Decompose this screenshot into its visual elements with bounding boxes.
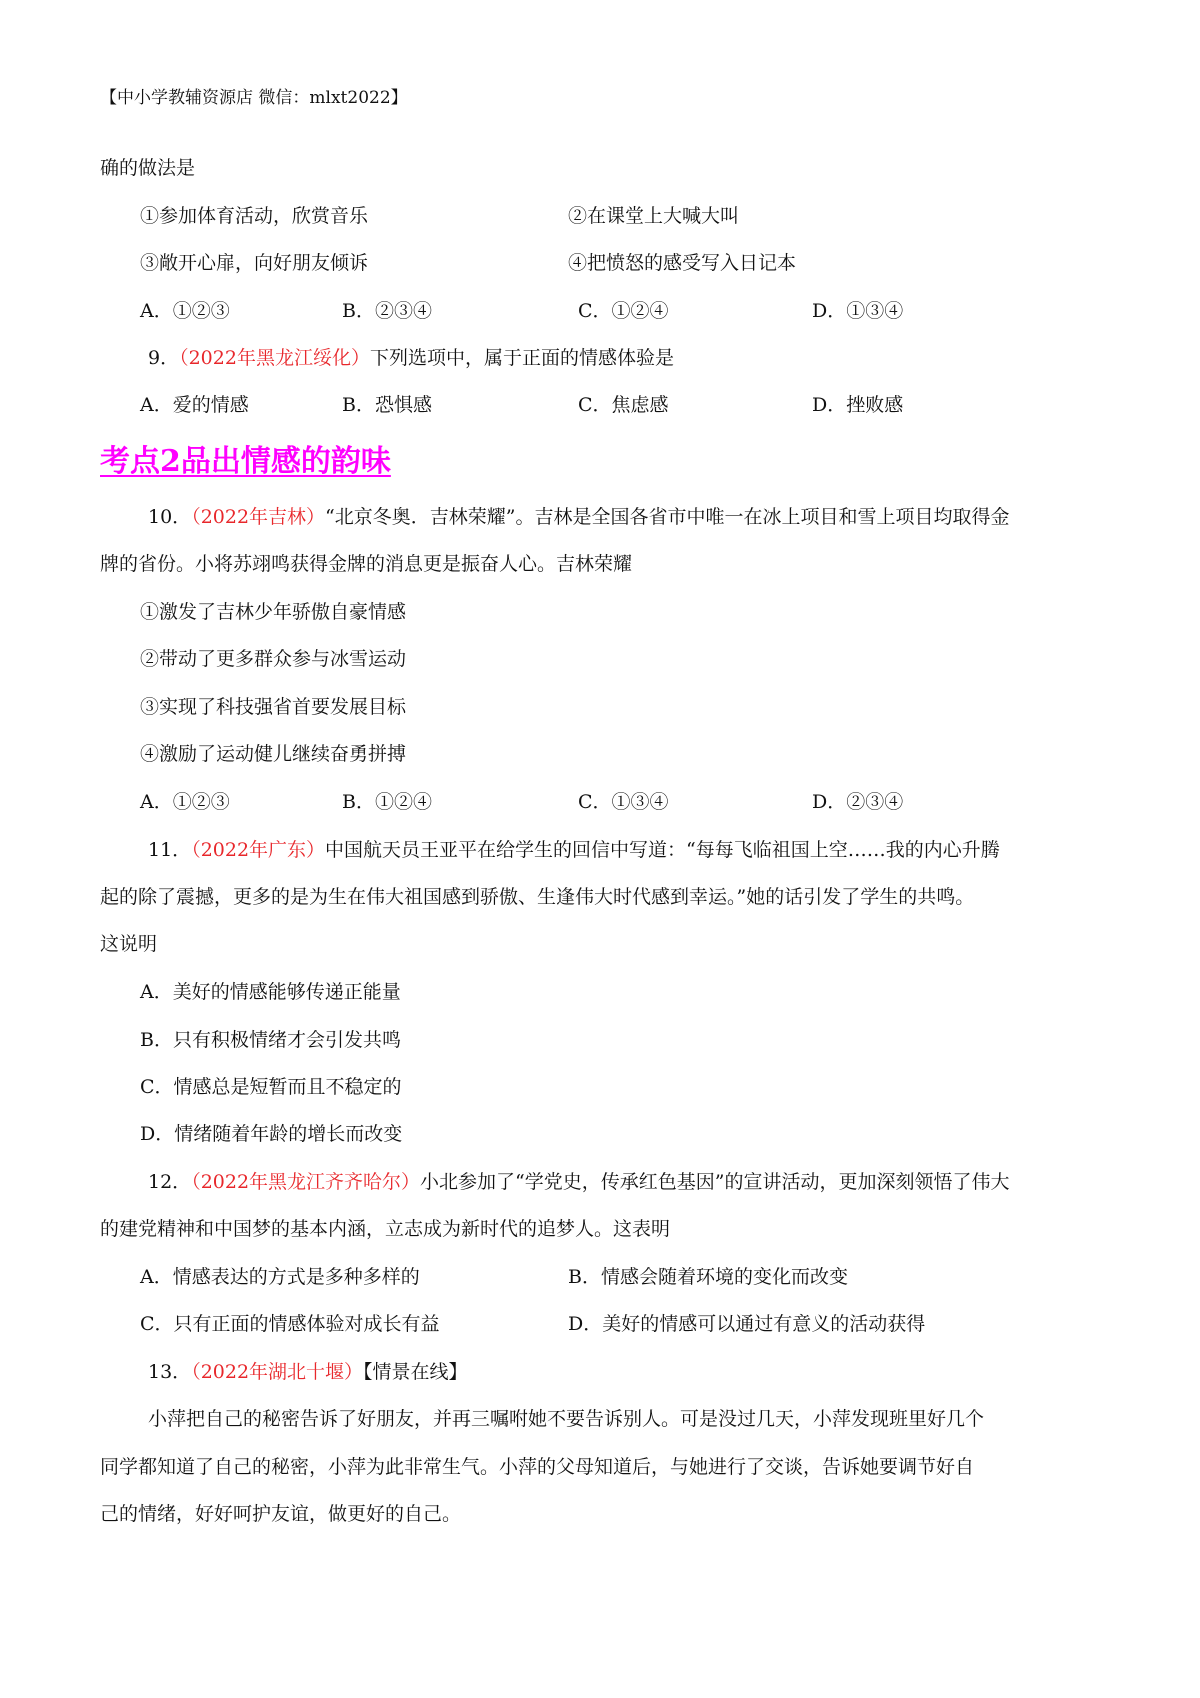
q12-option-d: D．美好的情感可以通过有意义的活动获得	[568, 1313, 926, 1335]
q10-option-d: D．②③④	[812, 791, 904, 813]
q12-option-b: B．情感会随着环境的变化而改变	[568, 1266, 848, 1288]
q11-stem-line-3: 这说明	[100, 933, 158, 955]
q10-option-c: C．①③④	[578, 791, 669, 813]
q12-option-a: A．情感表达的方式是多种多样的	[140, 1266, 420, 1288]
q8-option-c: C．①②④	[578, 300, 669, 322]
q10-number: 10．	[148, 506, 192, 528]
q8-item-2: ②在课堂上大喊大叫	[568, 205, 740, 227]
q10-item-4: ④激励了运动健儿继续奋勇拼搏	[140, 743, 407, 765]
q10-stem-line-1	[148, 503, 1009, 531]
q9-stem: 下列选项中，属于正面的情感体验是	[369, 347, 674, 369]
q11-option-a: A．美好的情感能够传递正能量	[140, 981, 401, 1003]
q11-option-c: C．情感总是短暂而且不稳定的	[140, 1076, 402, 1098]
q9-source: （2022年黑龙江绥化）	[179, 347, 370, 369]
q10-stem-line-2: 牌的省份。小将苏翊鸣获得金牌的消息更是振奋人心。吉林荣耀	[100, 553, 633, 575]
q8-option-d: D．①③④	[812, 300, 904, 322]
q11-stem-1: 中国航天员王亚平在给学生的回信中写道：“每每飞临祖国上空……我的内心升腾	[325, 839, 1000, 861]
q8-item-3: ③敞开心扉，向好朋友倾诉	[140, 252, 369, 274]
q13-paragraph-line-1: 小萍把自己的秘密告诉了好朋友，并再三嘱咐她不要告诉别人。可是没过几天，小萍发现班里好几个	[148, 1408, 985, 1430]
q13-stem-line	[148, 1358, 468, 1386]
q9-option-c: C．焦虑感	[578, 394, 669, 416]
q9-option-d: D．挫败感	[812, 394, 904, 416]
section-heading: 考点2品出情感的韵味	[100, 444, 391, 479]
q11-number: 11．	[148, 839, 192, 861]
q8-item-1: ①参加体育活动，欣赏音乐	[140, 205, 369, 227]
q11-source: （2022年广东）	[191, 839, 326, 861]
q12-number: 12．	[148, 1171, 192, 1193]
q10-item-1: ①激发了吉林少年骄傲自豪情感	[140, 601, 407, 623]
q8-option-b: B．②③④	[342, 300, 432, 322]
q13-number: 13．	[148, 1361, 192, 1383]
q13-tag: 【情景在线】	[363, 1361, 468, 1383]
q12-stem-line-1	[148, 1168, 1009, 1196]
q13-paragraph-line-3: 己的情绪，好好呵护友谊，做更好的自己。	[100, 1503, 462, 1525]
q9-number: 9．	[148, 347, 180, 369]
q13-source: （2022年湖北十堰）	[191, 1361, 364, 1383]
q9-stem-line	[148, 344, 674, 372]
q11-option-d: D．情绪随着年龄的增长而改变	[140, 1123, 403, 1145]
q10-item-2: ②带动了更多群众参与冰雪运动	[140, 648, 407, 670]
page-header: 【中小学教辅资源店 微信：mlxt2022】	[100, 88, 408, 108]
q13-paragraph-line-2: 同学都知道了自己的秘密，小萍为此非常生气。小萍的父母知道后，与她进行了交谈，告诉她要调节好自	[100, 1456, 975, 1478]
q9-option-a: A．爱的情感	[140, 394, 249, 416]
q11-stem-line-1	[148, 836, 1000, 864]
q9-option-b: B．恐惧感	[342, 394, 432, 416]
q10-option-b: B．①②④	[342, 791, 432, 813]
q8-item-4: ④把愤怒的感受写入日记本	[568, 252, 797, 274]
q12-stem-line-2: 的建党精神和中国梦的基本内涵，立志成为新时代的追梦人。这表明	[100, 1218, 671, 1240]
q12-option-c: C．只有正面的情感体验对成长有益	[140, 1313, 440, 1335]
q10-stem-1: “北京冬奥．吉林荣耀”。吉林是全国各省市中唯一在冰上项目和雪上项目均取得金	[325, 506, 1010, 528]
q12-stem-1: 小北参加了“学党史，传承红色基因”的宣讲活动，更加深刻领悟了伟大	[420, 1171, 1010, 1193]
q8-option-a: A．①②③	[140, 300, 230, 322]
q12-source: （2022年黑龙江齐齐哈尔）	[191, 1171, 421, 1193]
q10-source: （2022年吉林）	[191, 506, 326, 528]
q11-stem-line-2: 起的除了震撼，更多的是为生在伟大祖国感到骄傲、生逢伟大时代感到幸运。”她的话引发了学生的共鸣。	[100, 886, 975, 908]
q8-stem: 确的做法是	[100, 157, 196, 179]
q11-option-b: B．只有积极情绪才会引发共鸣	[140, 1029, 401, 1051]
q10-option-a: A．①②③	[140, 791, 230, 813]
q10-item-3: ③实现了科技强省首要发展目标	[140, 696, 407, 718]
